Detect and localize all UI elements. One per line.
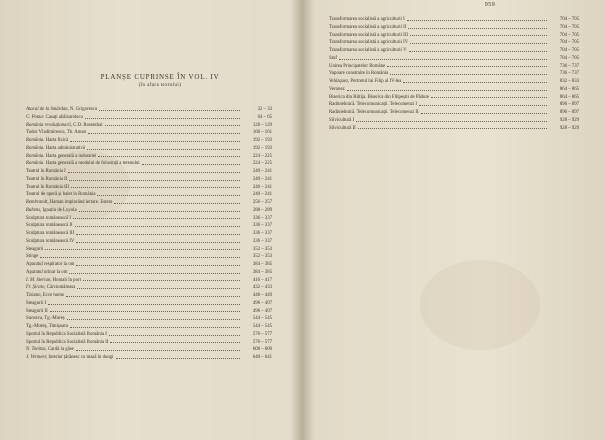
dot-leader [390,73,547,75]
entry-pages: 864 – 865 [559,94,579,100]
list-item [26,207,272,215]
entry-title-text: Steagurii [26,246,44,252]
list-item [26,238,272,246]
list-item [26,339,272,347]
entry-pages: 384 – 385 [252,262,272,267]
entry-pages: 240 – 241 [252,169,272,174]
entry-title [26,246,43,254]
entry-title [329,32,408,40]
dot-leader [69,272,240,274]
entry-title [329,117,354,125]
dot-leader [387,65,547,67]
entry-pages: 736 – 737 [559,63,579,69]
entry-title [329,63,385,71]
entry-title [329,16,405,24]
entry-pages: 576 – 577 [252,339,272,345]
dot-leader [410,34,547,36]
list-item [329,94,579,102]
entry-title-text: Vapoare construite în România [329,71,389,77]
entry-pages: 448 – 449 [252,293,272,298]
entry-title-text: Haman implorând iertare. Estera [48,200,113,205]
dot-leader [408,27,547,29]
list-item [329,32,579,40]
list-item [329,109,579,117]
entry-title [26,238,74,246]
dot-leader [110,341,240,343]
entry-title-text: Harta generală a industriei [44,153,97,159]
entry-title-text: Transformarea socialistă a agriculturii II [329,24,407,30]
list-item [26,184,272,192]
list-item [26,277,272,285]
entry-pages: 384 – 385 [252,269,272,275]
entry-title [26,160,140,168]
entry-title [329,70,388,78]
entry-pages: 704 – 705 [559,24,579,30]
entry-pages: 704 – 705 [559,32,579,38]
list-item [26,122,272,130]
list-item [26,191,272,199]
entry-pages: 336 – 337 [252,238,272,244]
dot-leader [85,117,240,119]
entry-title [26,230,74,238]
entry-pages: 544 – 545 [252,316,272,322]
list-item [329,70,579,78]
dot-leader [407,19,547,21]
entry-author: Fr. Șirato, [26,285,46,291]
entry-pages: 864 – 865 [559,86,579,92]
dot-leader [109,334,240,336]
dot-leader [70,326,240,328]
entry-title [26,253,38,261]
list-item [329,86,579,94]
entry-pages: 352 – 353 [252,246,272,252]
dot-leader [50,310,240,312]
entry-title [26,168,66,176]
entry-title-text: Interior țărănesc cu masă în dungi [47,355,114,360]
dot-leader [419,104,547,106]
entry-title-text: Silvicultură I [329,117,355,123]
list-item [26,199,272,207]
entry-title-text: Harta administrativă [44,145,86,151]
dot-leader [66,295,240,297]
entry-title [26,184,69,192]
entry-title [329,101,417,109]
list-item [329,63,579,71]
entry-title [26,145,85,153]
list-item [26,176,272,184]
list-item [329,101,579,109]
list-item [26,354,272,362]
entry-author: J. Vermeer, [26,355,48,360]
entry-title [26,269,67,277]
entry-pages: 336 – 337 [252,231,272,236]
dot-leader [40,256,240,258]
entry-title-text: Sculptura românească I [26,215,72,221]
entry-title [26,323,68,331]
entry-title [26,153,96,161]
entry-title [26,191,95,199]
entry-title-text: Transformarea socialistă a agriculturii V [329,48,407,53]
dot-leader [48,303,240,305]
list-item [26,246,272,254]
entry-title [26,215,71,223]
dot-leader [409,50,547,52]
list-item [26,168,272,176]
entry-title [329,94,429,102]
entry-title [26,292,64,300]
list-item [26,284,272,292]
entry-title-text: Sportul în Republica Socialistă România I [26,331,107,337]
entry-title [26,308,48,316]
entry-title-text: Sportul în Republica Socialistă România II [26,339,109,345]
entry-title [26,199,112,207]
entry-pages: 352 – 353 [252,254,272,260]
entry-title-text: Silvicultură II [329,125,356,131]
entry-title-text: Teatrul în România II [26,176,68,182]
entry-title-text: N. Grigorescu [68,107,98,112]
list-item [26,230,272,238]
dot-leader [98,155,240,157]
dot-leader [142,163,240,165]
entry-title [26,315,65,323]
entry-pages: 336 – 337 [252,215,272,221]
entry-pages: 576 – 577 [252,331,272,337]
entry-title-text: Stuf [329,55,337,61]
dot-leader [431,96,547,98]
dot-leader [77,287,240,289]
entry-pages: 496 – 497 [252,308,272,314]
entry-author: România. [26,153,45,159]
entry-pages: 640 – 641 [252,355,272,360]
dot-leader [45,248,240,250]
entry-title-text: Homali în port [51,277,81,283]
entry-author: C. Poma: [26,114,45,120]
dot-leader [67,318,240,320]
entry-pages: 192 – 193 [252,138,272,143]
entry-title-text: Teatrul de operă și balet în România [26,192,96,198]
entry-pages: 128 – 129 [252,122,272,128]
entry-title-text: Ignațiu de Loyola [41,207,77,213]
plates-list-right [329,16,579,132]
entry-author: Velázquez, [329,79,350,84]
dot-leader [76,349,240,351]
entry-title [26,277,81,285]
entry-title-text: Radiotehnică. Telecomunicații. Telecomenzi II [329,110,419,115]
entry-author: I. M. Sterian, [26,277,52,283]
entry-pages: 544 – 545 [252,324,272,329]
dot-leader [69,179,240,181]
entry-author: România. [26,138,45,143]
entry-pages: 224 – 225 [252,161,272,167]
entry-pages: 240 – 241 [252,184,272,190]
dot-leader [99,109,240,111]
list-item [329,117,579,125]
entry-title-text: Aparatul urinar la om [26,269,68,275]
dot-leader [358,127,547,129]
dot-leader [116,357,240,359]
dot-leader [79,210,240,212]
list-item [26,292,272,300]
dot-leader [410,42,547,44]
entry-title [26,176,67,184]
entry-pages: 192 – 193 [252,145,272,151]
entry-title-text: Teatrul în România III [26,184,69,190]
entry-pages: 32 – 33 [257,107,272,112]
page-number: 959 [484,2,496,8]
entry-title [26,300,46,308]
entry-title-text: Steagurii I [26,300,47,306]
entry-pages: 928 – 929 [559,125,579,131]
right-page [305,0,605,440]
entry-pages: 896 – 897 [559,102,579,108]
dot-leader [73,217,240,219]
entry-pages: 416 – 417 [252,277,272,283]
plates-list-left [26,106,272,362]
entry-pages: 704 – 705 [559,40,579,46]
entry-title-text: Transformarea socialistă a agriculturii III [329,32,408,38]
entry-title-text: Aparatul respirator la om [26,262,75,267]
list-item [26,308,272,316]
list-item [26,137,272,145]
entry-title [26,354,114,362]
entry-title [329,125,356,133]
entry-title-text: Sculptura românească II [26,223,73,229]
entry-title-text: Cardă la gâse [46,347,74,353]
list-item [26,222,272,230]
entry-title [26,122,103,130]
entry-pages: 608 – 609 [252,347,272,353]
list-item [26,153,272,161]
dot-leader [97,194,240,196]
entry-title-text: Tudor Vladimirescu, Th. Aman [26,130,87,136]
list-item [26,323,272,331]
entry-author: Rembrandt, [26,200,49,205]
dot-leader [83,279,240,281]
entry-title-text: Tiziano, Ecce homo [26,293,65,298]
entry-title [329,24,406,32]
dot-leader [75,225,240,227]
entry-title [26,137,68,145]
dot-leader [105,124,240,126]
entry-title [26,106,97,114]
entry-title-text: Cârciumăreasa [45,285,76,291]
list-heading: PLANȘE CUPRINSE ÎN VOL. IV [100,73,220,81]
entry-title-text: Tg.-Mureș, Timișoara [26,324,68,329]
entry-pages: 240 – 241 [252,192,272,198]
entry-author: România. [26,161,45,167]
entry-title-text: Biserica din Biltija. Biserica din Filipeștii de Pădure [329,94,430,100]
list-item [26,269,272,277]
entry-pages: 64 – 65 [257,114,272,120]
dot-leader [76,264,240,266]
dot-leader [70,140,240,142]
dot-leader [71,186,240,188]
entry-title [26,331,107,339]
list-item [26,106,272,114]
dot-leader [403,81,547,83]
entry-pages: 432 – 433 [252,285,272,291]
entry-title-text: Sculptura românească III [26,231,75,236]
list-item [329,16,579,24]
list-item [26,215,272,223]
entry-title-text: Unirea Principatelor Române [329,63,386,69]
dot-leader [88,132,240,134]
entry-title-text: Veronez [329,86,345,92]
entry-pages: 256 – 257 [252,200,272,205]
list-item [329,125,579,133]
dot-leader [76,241,240,243]
list-item [329,55,579,63]
list-item [26,129,272,137]
list-item [26,315,272,323]
entry-pages: 704 – 705 [559,55,579,61]
entry-pages: 288 – 289 [252,207,272,213]
left-page [0,0,300,440]
list-item [26,114,272,122]
entry-author: România. [26,145,45,151]
list-item [329,24,579,32]
dot-leader [421,112,547,114]
entry-author: N. Tonitza, [26,347,47,353]
list-item [26,300,272,308]
entry-pages: 704 – 705 [559,48,579,53]
entry-pages: 336 – 337 [252,223,272,229]
entry-pages: 224 – 225 [252,153,272,159]
entry-title-text: Portretul lui Filip al IV-lea [349,79,402,84]
entry-author: Rubens, [26,207,42,213]
entry-title-text: Harta generală a modului de folosință a terenului [44,161,140,167]
entry-title [26,261,74,269]
list-item [26,331,272,339]
entry-title-text: Radiotehnică. Telecomunicații. Telecomenzi I [329,102,417,108]
list-item [329,47,579,55]
entry-author: Atacul de la Smârdan, [26,107,69,112]
entry-title-text: Harta fizică [44,138,69,143]
list-item [26,346,272,354]
entry-title-text: Suceava, Tg.-Mureș [26,316,65,322]
entry-title [26,346,74,354]
list-item [26,145,272,153]
entry-title [329,109,419,117]
entry-title-text: Stinge [26,254,39,260]
entry-pages: 832 – 833 [559,79,579,84]
list-item [26,160,272,168]
entry-pages: 496 – 497 [252,300,272,306]
entry-title-text: Teatrul în România I [26,169,66,174]
entry-title [26,339,108,347]
list-item [329,78,579,86]
entry-title-text: Steagurii II [26,308,48,314]
entry-title-text: Sculptura românească IV [26,238,75,244]
entry-pages: 704 – 705 [559,17,579,22]
entry-pages: 160 – 161 [252,130,272,136]
entry-title-text: Casați abălzaroleca [44,114,83,120]
entry-title [329,78,401,86]
entry-pages: 928 – 929 [559,117,579,123]
entry-title [26,114,83,122]
list-item [26,253,272,261]
list-item [329,39,579,47]
entry-title [26,284,75,292]
entry-title-text: C.D. Rosenthal [71,122,103,128]
entry-title [329,39,408,47]
dot-leader [356,120,547,122]
entry-pages: 736 – 737 [559,71,579,77]
dot-leader [114,202,240,204]
dot-leader [347,89,547,91]
list-subheading: (în afara textului) [138,83,182,88]
entry-title-text: Transformarea socialistă a agriculturii IV [329,40,409,46]
entry-title [26,222,73,230]
entry-title [329,47,407,55]
dot-leader [76,233,240,235]
entry-title-text: Transformarea socialistă a agriculturii I [329,17,405,22]
entry-title [329,86,345,94]
list-item [26,261,272,269]
dot-leader [87,148,240,150]
entry-title [26,129,86,137]
entry-pages: 240 – 241 [252,176,272,182]
dot-leader [68,171,240,173]
entry-author: România revoluționară, [26,122,72,128]
entry-title [26,207,77,215]
dot-leader [339,58,547,60]
entry-title [329,55,337,63]
entry-pages: 896 – 897 [559,110,579,115]
